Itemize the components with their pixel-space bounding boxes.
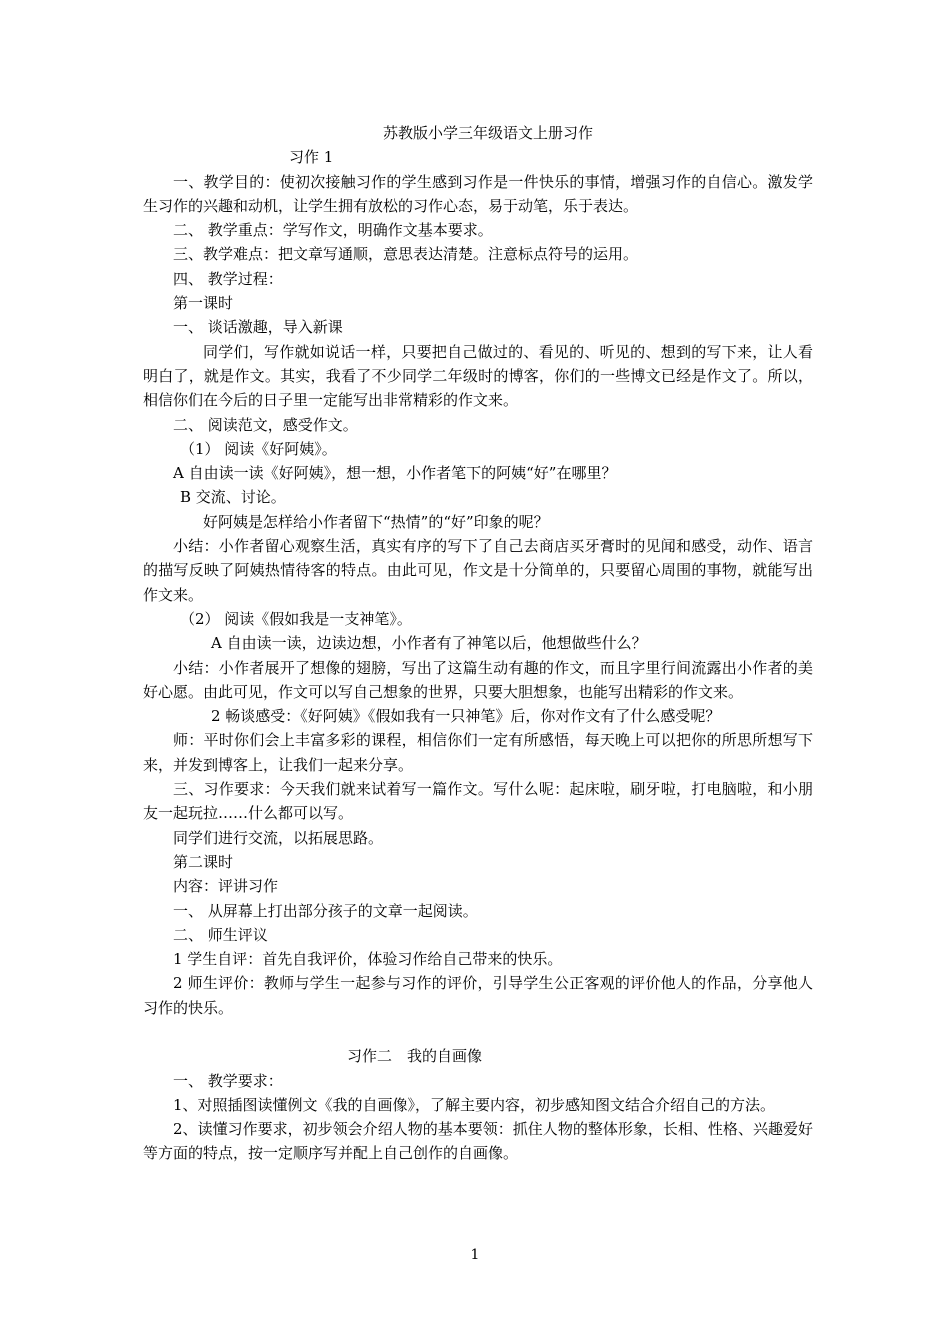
paragraph: 二、 阅读范文，感受作文。 [173, 415, 358, 434]
paragraph: 同学们，写作就如说话一样，只要把自己做过的、看见的、听见的、想到的写下来，让人看明白了，就是作文。其实，我看了不少同学二年级时的博客，你们的一些博文已经是作文了。所以，相信你们在今后的日子里一定能写出非常精彩的作文来。 [143, 342, 813, 410]
paragraph: 小结：小作者留心观察生活，真实有序的写下了自己去商店买牙膏时的见闻和感受，动作、语言的描写反映了阿姨热情待客的特点。由此可见，作文是十分简单的，只要留心周围的事物，就能写出作文来。 [143, 537, 813, 604]
paragraph: （2） 阅读《假如我是一支神笔》。 [180, 609, 412, 628]
paragraph: A 自由读一读，边读边想，小作者有了神笔以后，他想做些什么？ [211, 634, 647, 653]
paragraph: 第二课时 [173, 852, 234, 871]
paragraph: A 自由读一读《好阿姨》，想一想，小作者笔下的阿姨“好”在哪里？ [173, 464, 617, 483]
paragraph: 2、读懂习作要求，初步领会介绍人物的基本要领：抓住人物的整体形象，长相、性格、兴趣爱好等方面的特点，按一定顺序写并配上自己创作的自画像。 [143, 1120, 813, 1163]
section-spacer [143, 1020, 813, 1044]
page-number: 1 [470, 1247, 480, 1263]
paragraph: 小结：小作者展开了想像的翅膀，写出了这篇生动有趣的作文，而且字里行间流露出小作者的美好心愿。由此可见，作文可以写自己想象的世界，只要大胆想象，也能写出精彩的作文来。 [143, 658, 813, 701]
paragraph: 二、 师生评议 [173, 925, 268, 944]
paragraph: 三、习作要求：今天我们就来试着写一篇作文。写什么呢：起床啦，刷牙啦，打电脑啦，和小朋友一起玩拉……什么都可以写。 [143, 780, 813, 823]
paragraph: 2 师生评价：教师与学生一起参与习作的评价，引导学生公正客观的评价他人的作品，分享他人习作的快乐。 [143, 974, 813, 1017]
paragraph: 二、 教学重点：学写作文，明确作文基本要求。 [173, 221, 493, 240]
section-heading-1: 习作 1 [289, 148, 334, 167]
paragraph: 1、对照插图读懂例文《我的自画像》，了解主要内容，初步感知图文结合介绍自己的方法。 [173, 1095, 776, 1114]
paragraph: B 交流、讨论。 [180, 488, 286, 507]
paragraph: 第一课时 [173, 294, 234, 313]
paragraph: 师：平时你们会上丰富多彩的课程，相信你们一定有所感悟，每天晚上可以把你的所思所想写下来，并发到博客上，让我们一起来分享。 [143, 731, 813, 774]
paragraph: 三、教学难点：把文章写通顺，意思表达清楚。注意标点符号的运用。 [173, 245, 639, 264]
paragraph: 内容：评讲习作 [173, 877, 279, 896]
document-body [143, 121, 813, 1166]
paragraph: 一、 谈话激趣，导入新课 [173, 318, 343, 337]
paragraph: 一、 从屏幕上打出部分孩子的文章一起阅读。 [173, 901, 478, 920]
paragraph: 四、 教学过程： [173, 269, 283, 288]
paragraph: 2 畅谈感受：《好阿姨》《假如我有一只神笔》后，你对作文有了什么感受呢？ [211, 707, 721, 726]
section-heading-2: 习作二 我的自画像 [347, 1047, 483, 1066]
paragraph: （1） 阅读《好阿姨》。 [180, 439, 337, 458]
paragraph: 一、 教学要求： [173, 1071, 283, 1090]
paragraph: 同学们进行交流，以拓展思路。 [173, 828, 384, 847]
paragraph: 一、教学目的：使初次接触习作的学生感到习作是一件快乐的事情，增强习作的自信心。激发学生习作的兴趣和动机，让学生拥有放松的习作心态，易于动笔，乐于表达。 [143, 172, 813, 215]
paragraph: 好阿姨是怎样给小作者留下“热情”的“好”印象的呢？ [203, 512, 549, 531]
paragraph: 1 学生自评：首先自我评价，体验习作给自己带来的快乐。 [173, 950, 563, 969]
document-title: 苏教版小学三年级语文上册习作 [382, 124, 593, 142]
